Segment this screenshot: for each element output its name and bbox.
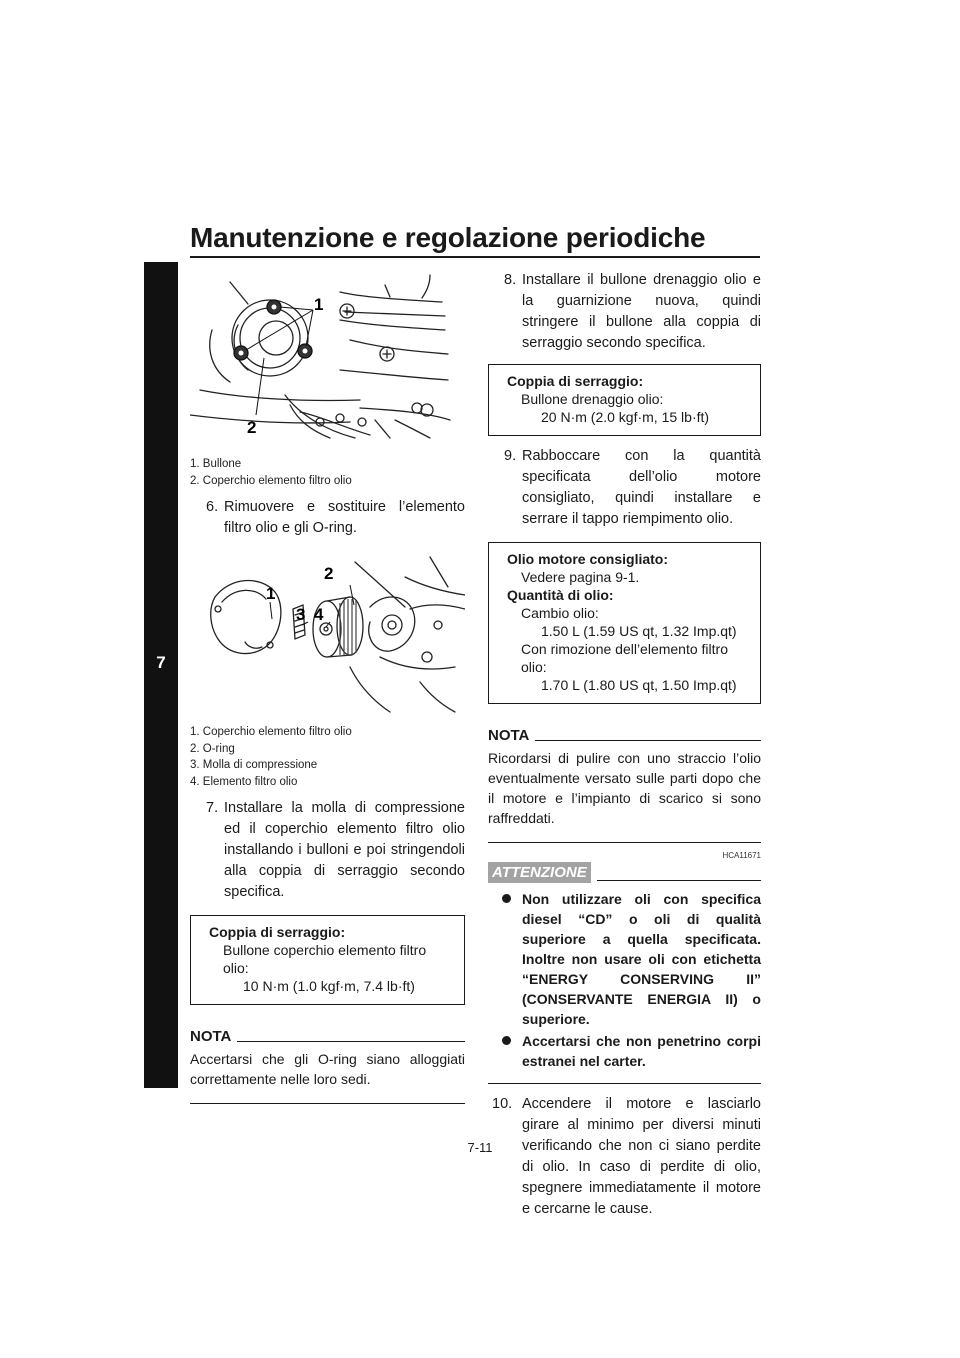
- figure1-caption: [190, 456, 465, 489]
- figure2-callout-2: 2: [324, 564, 334, 583]
- step-text: Rabboccare con la quantità specificata dell’olio motore consigliato, quindi installare e serrare il tappo riempimento olio.: [522, 448, 761, 527]
- attenzione-label: ATTENZIONE: [488, 862, 591, 883]
- spec-line: Con rimozione dell’elemento filtro: [521, 641, 728, 657]
- caption-item: 2. O-ring: [190, 742, 235, 755]
- spec-line: Cambio olio:: [521, 605, 599, 621]
- nota-end-rule: [190, 1103, 465, 1104]
- bullet-icon: [502, 1036, 511, 1045]
- list-item: Accertarsi che non penetrino corpi estranei nel carter.: [488, 1031, 761, 1071]
- step-text: Installare la molla di compressione ed il coperchio elemento filtro olio installando i bulloni e poi stringendoli alla coppia di serraggio secondo specifica.: [224, 800, 465, 900]
- list-item: Non utilizzare oli con specifica diesel “CD” o oli di qualità superiore a quella specificata. Inoltre non usare oli con etichetta “ENERGY CONSERVING II” (CONSERVANTE ENERGIA II) o superiore.: [488, 889, 761, 1029]
- caption-item: 4. Elemento filtro olio: [190, 775, 298, 788]
- page-header: [190, 222, 760, 254]
- step-number: 7.: [206, 800, 219, 816]
- spec-value: 1.50 L (1.59 US qt, 1.32 Imp.qt): [541, 623, 737, 639]
- spec-title: Coppia di serraggio:: [209, 924, 346, 940]
- caption-item: 3. Molla di compressione: [190, 759, 318, 771]
- figure2-callout-4: 4: [314, 605, 324, 624]
- attenzione-end-rule: [488, 1083, 761, 1084]
- step-9: [488, 446, 761, 530]
- spec-title: Coppia di serraggio:: [507, 373, 644, 389]
- step-number: 9.: [504, 448, 517, 464]
- figure1-callout-2: 2: [247, 418, 257, 437]
- bullet-icon: [502, 894, 511, 903]
- page-title: Manutenzione e regolazione periodiche: [190, 222, 706, 253]
- step-text: Rimuovere e sostituire l’elemento filtro olio e gli O-ring.: [224, 499, 465, 536]
- spec-value: 10 N·m (1.0 kgf·m, 7.4 lb·ft): [243, 978, 415, 994]
- nota-label: NOTA: [190, 1028, 232, 1045]
- spec-line: Bullone drenaggio olio:: [521, 391, 664, 407]
- oil-spec-box: [488, 542, 761, 704]
- step-8: [488, 270, 761, 354]
- spec-value: 20 N·m (2.0 kgf·m, 15 lb·ft): [541, 409, 710, 425]
- attenzione-block: [488, 851, 761, 1084]
- torque-spec-box: [488, 364, 761, 436]
- nota-label: NOTA: [488, 727, 530, 744]
- step-number: 6.: [206, 499, 219, 515]
- spec-title: Quantità di olio:: [507, 587, 614, 603]
- caption-item: 2. Coperchio elemento filtro olio: [190, 474, 352, 487]
- spec-line: Vedere pagina 9-1.: [521, 569, 640, 585]
- figure2-callout-3: 3: [296, 605, 306, 624]
- figure1-callout-1: 1: [314, 295, 324, 314]
- spec-line: Bullone coperchio elemento filtro: [223, 942, 427, 958]
- attenzione-code: HCA11671: [722, 851, 761, 860]
- oil-filter-cover-illustration: [190, 270, 465, 450]
- step-10: [488, 1094, 761, 1220]
- attenzione-list: [488, 889, 761, 1071]
- nota-text: Ricordarsi di pulire con uno straccio l’olio eventualmente versato sulle parti dopo che il motore e l’impianto di scarico si sono raffreddati.: [488, 750, 761, 826]
- step-number: 8.: [504, 272, 517, 288]
- caption-item: 1. Coperchio elemento filtro olio: [190, 726, 352, 738]
- step-text: Accendere il motore e lasciarlo girare al minimo per diversi minuti verificando che non ci siano perdite di olio. In caso di perdite di olio, spegnere immediatamente il motore e cercarne le cause.: [522, 1096, 761, 1217]
- page-number: 7-11: [467, 1140, 493, 1155]
- attenzione-rule: [597, 880, 761, 882]
- spec-line: olio:: [521, 659, 547, 675]
- nota-rule: [535, 740, 761, 741]
- step-6: [190, 497, 465, 539]
- spec-line: olio:: [223, 960, 249, 976]
- step-7: [190, 798, 465, 903]
- nota-2: [488, 728, 761, 843]
- torque-spec-box: [190, 915, 465, 1005]
- step-number: 10.: [492, 1096, 513, 1112]
- nota-end-rule: [488, 842, 761, 843]
- step-text: Installare il bullone drenaggio olio e la guarnizione nuova, quindi stringere il bullone alla coppia di serraggio secondo specifica.: [522, 272, 761, 351]
- spec-value: 1.70 L (1.80 US qt, 1.50 Imp.qt): [541, 677, 737, 693]
- nota-text: Accertarsi che gli O-ring siano alloggiati correttamente nelle loro sedi.: [190, 1051, 465, 1087]
- right-column: [488, 270, 761, 1220]
- chapter-number: 7: [156, 653, 166, 672]
- header-rule: [190, 256, 760, 258]
- caption-item: 1. Bullone: [190, 458, 242, 470]
- figure2-callout-1: 1: [266, 584, 276, 603]
- nota-rule: [237, 1041, 465, 1042]
- left-column: [190, 270, 465, 1104]
- chapter-tab: [144, 262, 178, 1088]
- nota-1: [190, 1029, 465, 1104]
- spec-title: Olio motore consigliato:: [507, 551, 669, 567]
- oil-filter-parts-illustration: [190, 547, 465, 722]
- figure2-caption: [190, 724, 465, 790]
